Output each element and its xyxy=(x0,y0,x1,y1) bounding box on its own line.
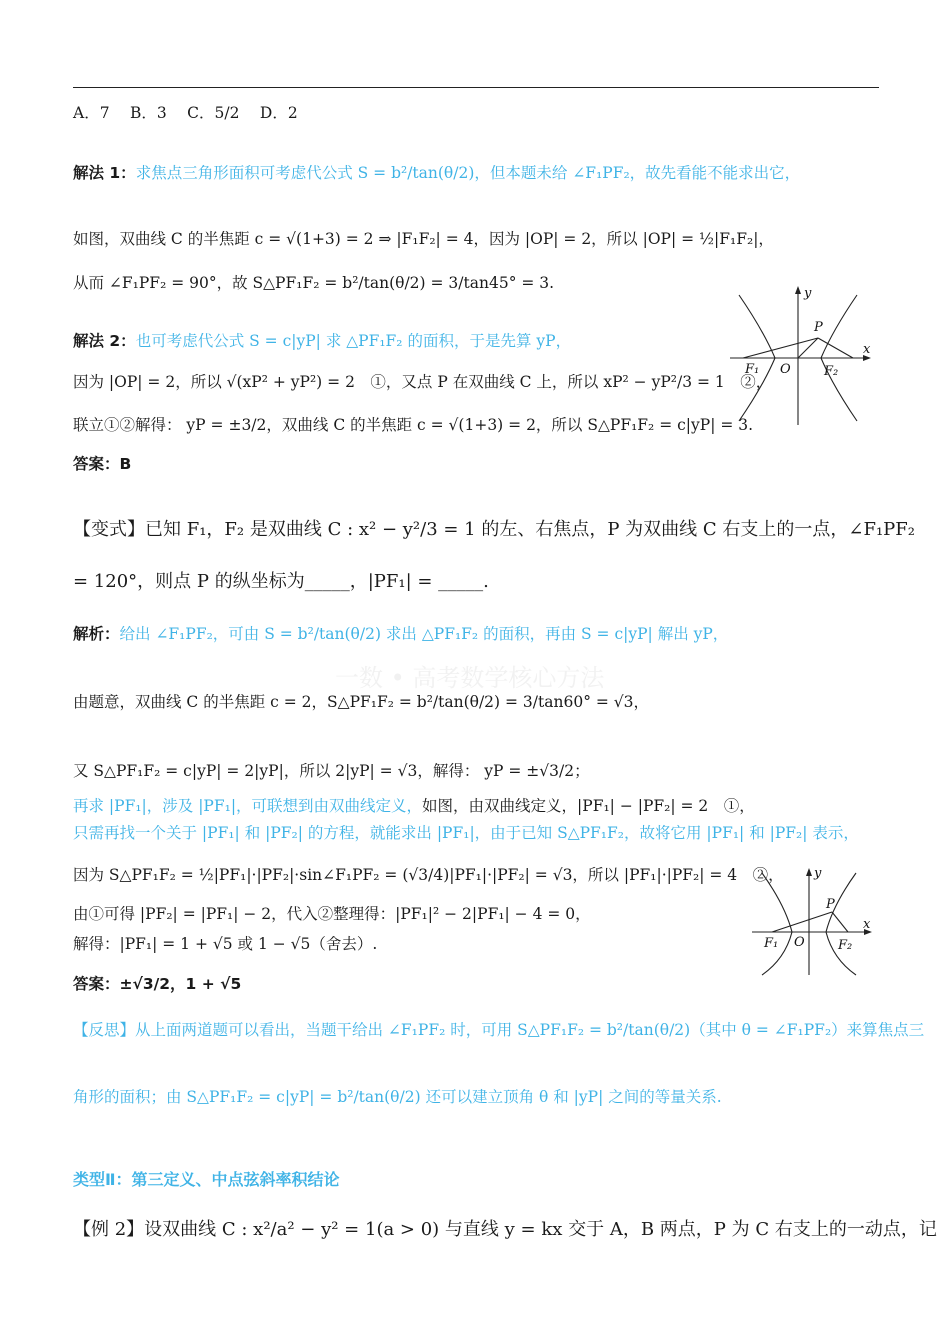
analysis-step-h: 只需再找一个关于 |PF₁| 和 |PF₂| 的方程，就能求出 |PF₁|，由于已知 S△PF₁F₂，故将它用 |PF₁| 和 |PF₂| 表示， xyxy=(73,824,859,842)
solution-1-label: 解法 1： xyxy=(73,164,136,182)
hyperbola-figure-2 xyxy=(752,867,882,977)
analysis-step-g-hint: 再求 |PF₁|，涉及 |PF₁|，可联想到由双曲线定义， xyxy=(73,797,423,815)
solution-2-line xyxy=(73,331,571,351)
solution-1-step-b: 从而 ∠F₁PF₂ = 90°，故 S△PF₁F₂ = b²/tan(θ/2) = 3/tan45° = 3. xyxy=(73,274,555,292)
watermark: 一数 • 高考数学核心方法 xyxy=(335,664,605,692)
type-ii-heading: 类型Ⅱ：第三定义、中点弦斜率积结论 xyxy=(73,1170,340,1189)
point-p-label: P xyxy=(814,320,823,335)
solution-2-step-d: 联立①②解得： yP = ±3/2，双曲线 C 的半焦距 c = √(1+3) = 2，所以 S△PF₁F₂ = c|yP| = 3. xyxy=(73,416,754,434)
analysis-step-g-body: 如图，由双曲线定义，|PF₁| − |PF₂| = 2 ①， xyxy=(422,797,755,815)
y-arrow-icon xyxy=(806,868,812,876)
solution-2-label: 解法 2： xyxy=(73,332,136,350)
focus-f1-label: F₁ xyxy=(745,362,760,377)
y-axis-label: y xyxy=(804,286,812,301)
x-axis-label: x xyxy=(863,342,871,357)
focus-f2-label: F₂ xyxy=(824,364,839,379)
answer-options: A．7 B．3 C．5/2 D．2 xyxy=(73,104,298,122)
analysis-step-k: 解得：|PF₁| = 1 + √5 或 1 − √5（舍去）. xyxy=(73,935,378,953)
y-arrow-icon xyxy=(795,286,801,294)
variant-question-line-1: 【变式】已知 F₁，F₂ 是双曲线 C : x² − y²/3 = 1 的左、右焦点，P 为双曲线 C 右支上的一点，∠F₁PF₂ xyxy=(73,519,915,540)
focus-f1-label: F₁ xyxy=(764,936,779,951)
solution-1-text: 求焦点三角形面积可考虑代公式 S = b²/tan(θ/2)，但本题未给 ∠F₁PF₂，故先看能不能求出它， xyxy=(135,164,801,182)
focus-f2-label: F₂ xyxy=(838,938,853,953)
reflection-line-1: 【反思】从上面两道题可以看出，当题干给出 ∠F₁PF₂ 时，可用 S△PF₁F₂ = b²/tan(θ/2)（其中 θ = ∠F₁PF₂）来算焦点三 xyxy=(73,1021,925,1039)
x-axis-label: x xyxy=(863,917,871,932)
variant-question-line-2: = 120°，则点 P 的纵坐标为_____，|PF₁| = _____. xyxy=(73,571,489,592)
point-p-label: P xyxy=(826,897,835,912)
hyperbola-figure-1 xyxy=(725,285,880,430)
analysis-text: 给出 ∠F₁PF₂，可由 S = b²/tan(θ/2) 求出 △PF₁F₂ 的面积，再由 S = c|yP| 解出 yP， xyxy=(119,625,729,643)
segment-f1-p xyxy=(743,338,818,358)
analysis-step-i: 因为 S△PF₁F₂ = ½|PF₁|·|PF₂|·sin∠F₁PF₂ = (√3/4)|PF₁|·|PF₂| = √3，所以 |PF₁|·|PF₂| = 4 ②， xyxy=(73,866,784,884)
analysis-line xyxy=(73,624,728,644)
example-2-line: 【例 2】设双曲线 C : x²/a² − y² = 1(a > 0) 与直线 y = kx 交于 A，B 两点，P 为 C 右支上的一动点，记 xyxy=(73,1219,937,1240)
solution-1-step-a: 如图，双曲线 C 的半焦距 c = √(1+3) = 2 ⇒ |F₁F₂| = 4，因为 |OP| = 2，所以 |OP| = ½|F₁F₂|， xyxy=(73,230,774,248)
answer-1: 答案：B xyxy=(73,455,132,473)
analysis-step-g xyxy=(73,796,755,816)
segment-p-f2 xyxy=(818,338,853,358)
solution-2-step-c: 因为 |OP| = 2，所以 √(xP² + yP²) = 2 ①，又点 P 在双曲线 C 上，所以 xP² − yP²/3 = 1 ②， xyxy=(73,373,772,391)
answer-2: 答案：±√3/2，1 + √5 xyxy=(73,975,242,993)
origin-label: O xyxy=(780,362,791,377)
origin-label: O xyxy=(794,935,805,950)
top-rule xyxy=(73,87,879,88)
left-branch xyxy=(762,873,792,975)
reflection-line-2: 角形的面积；由 S△PF₁F₂ = c|yP| = b²/tan(θ/2) 还可以建立顶角 θ 和 |yP| 之间的等量关系. xyxy=(73,1088,722,1106)
analysis-label: 解析： xyxy=(73,625,120,643)
analysis-step-e: 由题意，双曲线 C 的半焦距 c = 2，S△PF₁F₂ = b²/tan(θ/2) = 3/tan60° = √3， xyxy=(73,693,650,711)
segment-f1-p xyxy=(772,912,832,932)
solution-2-text: 也可考虑代公式 S = c|yP| 求 △PF₁F₂ 的面积，于是先算 yP， xyxy=(135,332,572,350)
analysis-step-j: 由①可得 |PF₂| = |PF₁| − 2，代入②整理得：|PF₁|² − 2|PF₁| − 4 = 0， xyxy=(73,905,591,923)
solution-1-line xyxy=(73,163,800,183)
analysis-step-f: 又 S△PF₁F₂ = c|yP| = 2|yP|，所以 2|yP| = √3，解得： yP = ±√3/2； xyxy=(73,762,590,780)
segment-p-f2 xyxy=(832,912,848,932)
y-axis-label: y xyxy=(814,867,822,881)
